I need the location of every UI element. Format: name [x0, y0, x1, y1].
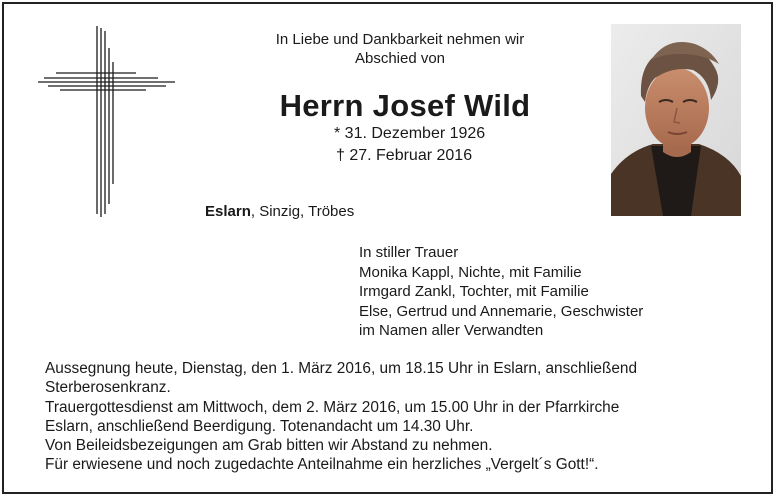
- birth-date: * 31. Dezember 1926: [334, 125, 486, 142]
- places-line: [205, 203, 354, 220]
- mourner-line: Monika Kappl, Nichte, mit Familie: [359, 263, 582, 281]
- service-line: Sterberosenkranz.: [45, 379, 171, 397]
- death-date: † 27. Februar 2016: [336, 147, 473, 164]
- service-line: Aussegnung heute, Dienstag, den 1. März 2016, um 18.15 Uhr in Eslarn, anschließend: [45, 360, 638, 377]
- deceased-name: Herrn Josef Wild: [279, 88, 531, 123]
- mourners-list: [359, 243, 643, 341]
- intro-line: In Liebe und Dankbarkeit nehmen wir: [275, 31, 525, 48]
- intro-text: [230, 30, 570, 68]
- portrait-photo: [611, 24, 741, 216]
- cross-icon: [38, 24, 178, 218]
- service-line: Für erwiesene und noch zugedachte Anteilnahme ein herzliches „Vergelt´s Gott!“.: [45, 456, 599, 474]
- service-line: Von Beileidsbezeigungen am Grab bitten wir Abstand zu nehmen.: [45, 437, 493, 455]
- mourner-line: In stiller Trauer: [359, 244, 459, 261]
- intro-line: Abschied von: [354, 50, 446, 67]
- mourner-line: Irmgard Zankl, Tochter, mit Familie: [359, 283, 589, 300]
- service-line: Trauergottesdienst am Mittwoch, dem 2. März 2016, um 15.00 Uhr in der Pfarrkirche: [45, 398, 620, 416]
- service-info: [45, 359, 765, 475]
- mourner-line: Else, Gertrud und Annemarie, Geschwister: [359, 302, 644, 320]
- mourner-line: im Namen aller Verwandten: [359, 322, 544, 339]
- service-line: Eslarn, anschließend Beerdigung. Totenandacht um 14.30 Uhr.: [45, 417, 474, 435]
- place-others: , Sinzig, Tröbes: [250, 203, 355, 220]
- place-main: Eslarn: [205, 203, 251, 220]
